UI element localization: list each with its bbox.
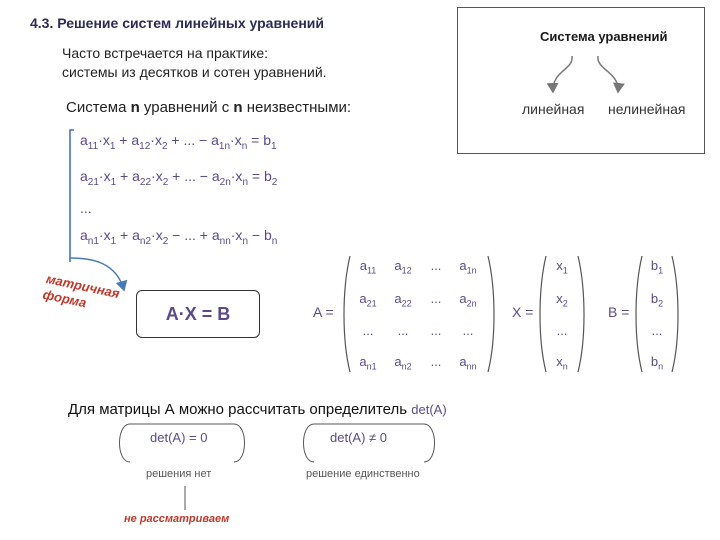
arrow-linear [553,56,572,92]
det-zero: det(A) = 0 [150,430,208,445]
matrix-a-cell-index: 2n [466,298,477,309]
matrix-a-cell-index: 12 [401,265,412,276]
equation-term: a [80,168,88,184]
equation-subscript: 22 [139,176,152,188]
matrix-x-cell-index: 2 [562,298,568,309]
matrix-a-cell [445,258,491,276]
equation-subscript: 1n [218,140,231,152]
system-label-mid: уравнений с [139,99,234,116]
classification-title: Система уравнений [540,29,668,44]
matrix-x-cell-index: 1 [562,265,568,276]
matrix-a-cell-symbol: a [394,291,402,306]
matrix-b-cell-symbol: b [650,258,659,273]
equation-row-4 [80,227,277,247]
det-nonzero: det(A) ≠ 0 [330,430,387,445]
system-brace [70,130,74,262]
matrix-x-cell-index: n [562,361,568,372]
equation-subscript: n2 [139,235,152,247]
equation-subscript: 2 [162,235,169,247]
arrow-nonlinear [598,56,618,92]
determinant-symbol: det(A) [411,402,447,417]
equation-term: + a [116,227,140,243]
matrix-x-cell [539,258,585,276]
matrix-b-cell-symbol: b [650,291,659,306]
equation-term: + a [115,132,140,148]
matrix-form-note: матричная форма [41,271,121,311]
equation-term: ·x [98,132,110,148]
equation-subscript: 11 [87,140,99,152]
matrix-b-cell [634,291,680,309]
equation-subscript: 1 [109,140,116,152]
no-solution-text: решения нет [146,468,212,480]
matrix-b-cell-index: 2 [658,298,664,309]
matrix-a-cell-symbol: a [394,258,402,273]
matrix-a-cell-index: 22 [401,298,412,309]
equation-subscript: 1 [110,235,117,247]
matrix-a-label: A = [313,304,334,320]
equation-term: + ... − a [168,168,220,184]
matrix-a-cell-symbol: ... [430,354,442,369]
equation-subscript: n1 [87,235,99,247]
matrix-x-cell [539,291,585,309]
equation-subscript: n [271,235,278,247]
matrix-a-cell [445,323,491,338]
matrix-a-cell-symbol: ... [362,323,374,338]
equation-subscript: 2n [219,176,231,188]
unique-solution-text: решение единственно [306,468,420,480]
matrix-a-cell-index: nn [466,361,477,372]
matrix-a-cell-index: n1 [366,361,377,372]
matrix-b-cell-symbol: b [650,354,659,369]
matrix-a-cell-symbol: a [394,354,402,369]
matrix-a-cell-index: 1n [466,265,477,276]
system-label-post: неизвестными: [242,99,352,116]
equation-term: − ... + a [168,227,220,243]
system-label-pre: Система [66,99,131,116]
matrix-a-cell-symbol: a [359,354,367,369]
equation-term: ·x [230,168,243,184]
determinant-sentence: Для матрицы А можно рассчитать определитель [68,401,408,418]
matrix-a-cell-symbol: a [459,291,467,306]
intro-line-2: системы из десятков и сотен уравнений. [62,64,327,80]
matrix-x-label: X = [512,304,534,320]
equation-subscript: n [242,176,248,188]
matrix-a-cell-index: 11 [366,265,377,276]
matrix-a-cell-index: n2 [401,361,412,372]
matrix-a-cell-symbol: a [459,258,467,273]
equation-subscript: 1 [271,140,277,152]
matrix-x-cell-symbol: x [556,354,563,369]
matrix-x-cell-symbol: x [556,258,563,273]
matrix-b-cell-index: n [658,361,664,372]
equation-term: ·x [98,168,111,184]
equation-row-3 [80,200,92,216]
matrix-x-cell-symbol: x [556,291,563,306]
matrix-a-cell-symbol: ... [430,323,442,338]
equation-term: ·x [151,227,163,243]
equation-term: = b [247,132,272,148]
equation-term: ·x [230,132,242,148]
matrix-equation: A·X = B [136,290,260,338]
matrix-b-cell-index: 1 [658,265,664,276]
equation-term: a [80,132,88,148]
equation-subscript: 2 [162,176,169,188]
matrix-b-cell [634,323,680,338]
equation-row-2 [80,168,277,188]
equation-subscript: 21 [87,176,99,188]
matrix-b-cell [634,258,680,276]
option-nonlinear: нелинейная [608,101,686,117]
matrix-a-cell-symbol: ... [430,291,442,306]
equation-term: = b [248,168,272,184]
intro-line-1: Часто встречается на практике: [62,45,269,61]
matrix-x-cell [539,323,585,338]
equation-term: + a [116,168,140,184]
equation-subscript: 12 [139,140,151,152]
matrix-b-cell-symbol: ... [651,323,663,338]
matrix-a-cell [445,291,491,309]
equation-term: − b [248,227,272,243]
equation-term: ·x [150,132,162,148]
equation-term: + ... − a [167,132,219,148]
matrix-a-cell-symbol: a [359,291,367,306]
equation-term: ... [80,200,92,216]
equation-term: a [80,227,88,243]
matrix-a-cell-index: 21 [366,298,377,309]
matrix-a-cell-symbol: ... [462,323,474,338]
matrix-b-label: B = [608,304,630,320]
equation-subscript: n [241,140,248,152]
matrix-a-cell [445,354,491,372]
equation-subscript: n [242,235,248,247]
matrix-a-cell-symbol: ... [397,323,409,338]
system-label-n1: n [130,99,140,116]
determinant-text [68,401,447,418]
matrix-x-cell-symbol: ... [556,323,568,338]
equation-term: ·x [230,227,243,243]
equation-term: ·x [98,227,111,243]
equation-row-1 [80,132,277,152]
equation-subscript: 2 [161,140,168,152]
equation-subscript: nn [219,235,231,247]
matrix-a-cell-symbol: a [459,354,467,369]
system-label-n2: n [233,99,243,116]
page-title: 4.3. Решение систем линейных уравнений [30,15,324,31]
equation-term: ·x [151,168,163,184]
matrix-a-cell-symbol: a [359,258,367,273]
equation-subscript: 2 [271,176,278,188]
matrix-a-cell-symbol: ... [430,258,442,273]
equation-subscript: 1 [110,176,117,188]
matrix-x-cell [539,354,585,372]
option-linear: линейная [522,101,585,117]
ignore-note: не рассматриваем [124,513,230,525]
matrix-b-cell [634,354,680,372]
